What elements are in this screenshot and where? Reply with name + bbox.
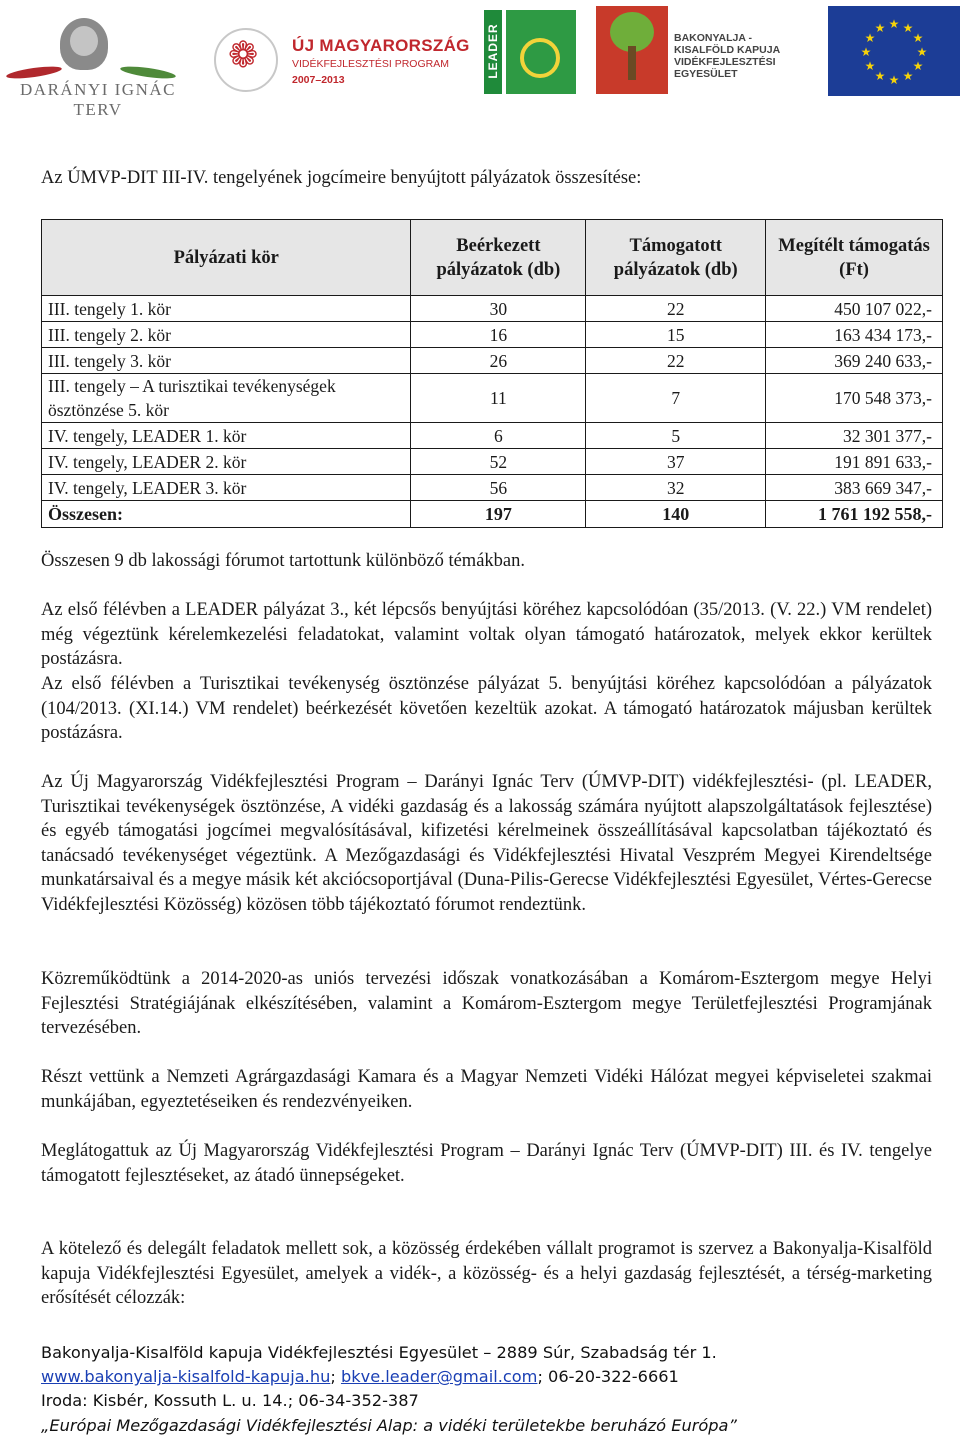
header-beerkezett: Beérkezett pályázatok (db): [411, 220, 586, 296]
green-leaf-icon: [120, 64, 177, 81]
table-row: IV. tengely, LEADER 1. kör 6 5 32 301 377,-: [42, 423, 943, 449]
footer-eu-slogan: „Európai Mezőgazdasági Vidékfejlesztési Alap: a vidéki területekbe beruházó Európa”: [41, 1415, 737, 1435]
svg-text:★: ★: [902, 21, 914, 35]
ujm-subtitle: VIDÉKFEJLESZTÉSI PROGRAM: [292, 58, 449, 70]
svg-text:★: ★: [912, 59, 924, 73]
table-row: IV. tengely, LEADER 2. kör 52 37 191 891 633,-: [42, 449, 943, 475]
paragraph-programok: A kötelező és delegált feladatok mellett sok, a közösség érdekében vállalt programot is szervez a Bakonyalja-Kisalföld kapuja Vidékfejlesztési Egyesület, amelyek a vidék-, a közösség- és a helyi gazdaság fejlesztését, a térség-marketing erősítését célozzák:: [41, 1239, 932, 1309]
svg-text:★: ★: [916, 45, 928, 59]
table-row: IV. tengely, LEADER 3. kör 56 32 383 669 347,-: [42, 475, 943, 501]
header-megitelt: Megítélt támogatás (Ft): [766, 220, 943, 296]
svg-text:★: ★: [864, 31, 876, 45]
svg-text:★: ★: [888, 17, 900, 31]
table-row: III. tengely 1. kör 30 22 450 107 022,-: [42, 296, 943, 322]
svg-text:★: ★: [874, 21, 886, 35]
uj-magyarorszag-logo: [214, 26, 470, 96]
leader-text: LEADER: [486, 23, 500, 79]
svg-text:★: ★: [902, 69, 914, 83]
header-logos: [0, 0, 960, 119]
ujm-years: 2007–2013: [292, 74, 345, 86]
daranyi-caption: DARÁNYI IGNÁC TERV: [20, 80, 176, 119]
summary-table: [41, 219, 943, 528]
email-link[interactable]: bkve.leader@gmail.com: [340, 1367, 538, 1387]
footer-phone: ; 06-20-322-6661: [537, 1367, 679, 1387]
header-tamogatott: Támogatott pályázatok (db): [586, 220, 766, 296]
table-row: III. tengely – A turisztikai tevékenységek ösztönzése 5. kör 11 7 170 548 373,-: [42, 374, 943, 423]
leader-emblem-icon: [506, 10, 576, 94]
bakonyalja-logo: [596, 6, 784, 94]
paragraph-turisztikai-5: Az első félévben a Turisztikai tevékenység ösztönzése pályázat 5. benyújtási köréhez kapcsolódóan a pályázatok (104/2013. (XI.14.) VM rendelet) beérkezését követően kezeltük azokat. A támogató határozatok májusban kerültek postázásra.: [41, 674, 932, 744]
rose-emblem-icon: [214, 28, 278, 92]
ujm-title: ÚJ MAGYARORSZÁG: [292, 36, 470, 55]
eu-stars: [828, 6, 960, 96]
footer-address: Bakonyalja-Kisalföld kapuja Vidékfejlesztési Egyesület – 2889 Súr, Szabadság tér 1.: [41, 1343, 717, 1362]
svg-text:★: ★: [912, 31, 924, 45]
leader-logo: [484, 10, 576, 94]
header-palyazati-kor: Pályázati kör: [42, 220, 411, 296]
paragraph-tervezes: Közreműködtünk a 2014-2020-as uniós tervezési időszak vonatkozásában a Komárom-Esztergom megye Helyi Fejlesztési Stratégiájának elkészítésében, valamint a Komárom-Esztergom megye Területfejlesztési Programjának tervezésében.: [41, 969, 932, 1039]
paragraph-kamara: Részt vettünk a Nemzeti Agrárgazdasági Kamara és a Magyar Nemzeti Vidéki Hálózat megyei képviseletei szakmai munkájában, egyeztetéseiken és rendezvényeiken.: [41, 1067, 932, 1112]
table-header-row: [42, 220, 943, 296]
paragraph-forums: Összesen 9 db lakossági fórumot tartottunk különböző témákban.: [41, 551, 525, 571]
table-row: III. tengely 3. kör 26 22 369 240 633,-: [42, 348, 943, 374]
tree-emblem-icon: [596, 6, 668, 94]
paragraph-latogatas: Meglátogattuk az Új Magyarország Vidékfejlesztési Program – Darányi Ignác Terv (ÚMVP-DIT) III. és IV. tengelye támogatott fejlesztéseket, az átadó ünnepségeket.: [41, 1141, 932, 1186]
paragraph-tajekoztatas: Az Új Magyarország Vidékfejlesztési Program – Darányi Ignác Terv (ÚMVP-DIT) vidékfejlesztési- (pl. LEADER, Turisztikai tevékenységek ösztönzése, A vidéki gazdaság és a lakosság számára nyújtott alapszolgáltatások fejlesztése) és egyéb támogatási jogcímei megvalósításával, kifizetési kérelmeinek összeállításával kapcsolatban tájékoztató és tanácsadó tevékenységet végeztünk. A Mezőgazdasági és Vidékfejlesztési Hivatal Veszprém Megyei Kirendeltsége munkatársaival és a megye másik két akciócsoportjával (Duna-Pilis-Gerecse Vidékfejlesztési Egyesület, Vértes-Gerecse Vidékfejlesztési Közösség) közösen több tájékoztató fórumot rendeztünk.: [41, 772, 932, 915]
paragraph-leader-3: Az első félévben a LEADER pályázat 3., két lépcsős benyújtási köréhez kapcsolódóan (35/2013. (V. 22.) VM rendelet) még végeztünk kérelemkezelési feladatokat, valamint voltak olyan támogató határozatok, melyek ekkor kerültek postázásra.: [41, 600, 932, 670]
intro-text: Az ÚMVP-DIT III-IV. tengelyének jogcímeire benyújtott pályázatok összesítése:: [41, 168, 642, 188]
svg-text:★: ★: [888, 73, 900, 87]
daranyi-ignac-terv-logo: [0, 14, 196, 119]
footer-contacts: [41, 1365, 941, 1389]
table-total-row: Összesen: 197 140 1 761 192 558,-: [42, 501, 943, 528]
bakonyalja-text: BAKONYALJA - KISALFÖLD KAPUJA VIDÉKFEJLESZTÉSI EGYESÜLET: [674, 32, 780, 80]
footer: [41, 1341, 941, 1438]
footer-separator: ;: [330, 1367, 341, 1387]
svg-text:★: ★: [864, 59, 876, 73]
website-link[interactable]: www.bakonyalja-kisalfold-kapuja.hu: [41, 1367, 331, 1387]
svg-text:★: ★: [874, 69, 886, 83]
svg-text:★: ★: [860, 45, 872, 59]
table-row: III. tengely 2. kör 16 15 163 434 173,-: [42, 322, 943, 348]
eu-flag-icon: [828, 6, 960, 96]
red-leaf-icon: [6, 64, 63, 81]
footer-office: Iroda: Kisbér, Kossuth L. u. 14.; 06-34-352-387: [41, 1391, 419, 1411]
portrait-icon: [60, 18, 108, 70]
